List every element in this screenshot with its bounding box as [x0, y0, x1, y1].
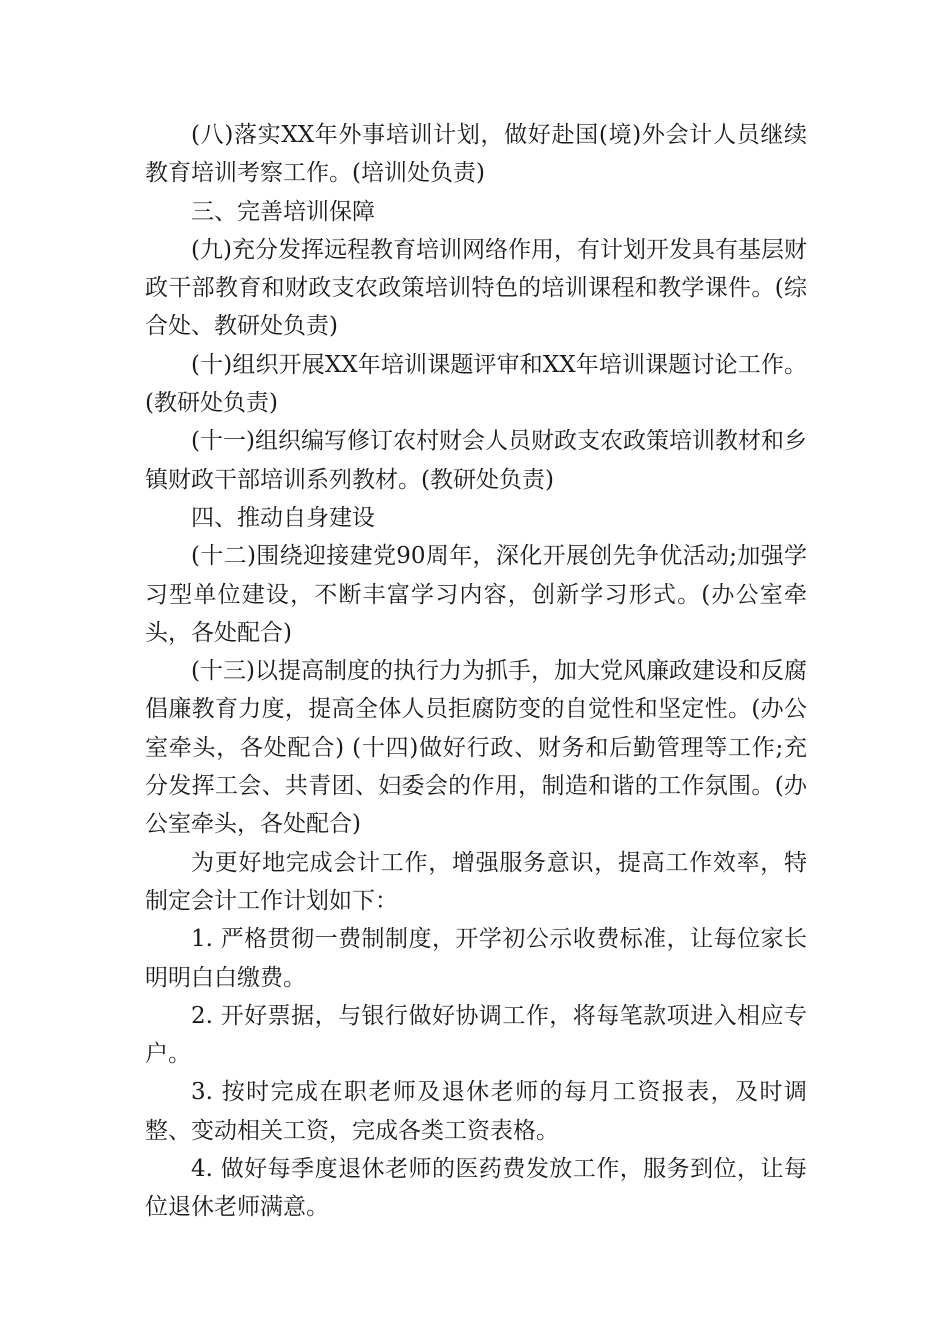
paragraph-item-10: (十)组织开展XX年培训课题评审和XX年培训课题讨论工作。(教研处负责): [145, 351, 807, 417]
paragraph-item-13-14: (十三)以提高制度的执行力为抓手，加大党风廉政建设和反腐倡廉教育力度，提高全体人员拒腐防变的自觉性和坚定性。(办公室牵头，各处配合) (十四)做好行政、财务和后勤管理等工作;充分发挥工会、共青团、妇委会的作用，制造和谐的工作氛围。(办公室牵头，各处配合): [145, 658, 807, 838]
section-heading-3: 三、完善培训保障: [191, 198, 375, 225]
paragraph-item-8: (八)落实XX年外事培训计划，做好赴国(境)外会计人员继续教育培训考察工作。(培训处负责): [145, 122, 807, 187]
list-item-1: 1. 严格贯彻一费制制度，开学初公示收费标准，让每位家长明明白白缴费。: [145, 926, 807, 991]
list-item-2: 2. 开好票据，与银行做好协调工作，将每笔款项进入相应专户。: [145, 1002, 807, 1068]
section-heading-4: 四、推动自身建设: [191, 504, 375, 531]
document-body: [145, 116, 807, 1227]
paragraph-item-11: (十一)组织编写修订农村财会人员财政支农政策培训教材和乡镇财政干部培训系列教材。(教研处负责): [145, 428, 807, 493]
paragraph-item-12: (十二)围绕迎接建党90周年，深化开展创先争优活动;加强学习型单位建设，不断丰富学习内容，创新学习形式。(办公室牵头，各处配合): [145, 543, 807, 646]
list-item-3: 3. 按时完成在职老师及退休老师的每月工资报表，及时调整、变动相关工资，完成各类工资表格。: [145, 1079, 807, 1144]
paragraph-item-9: (九)充分发挥远程教育培训网络作用，有计划开发具有基层财政干部教育和财政支农政策培训特色的培训课程和教学课件。(综合处、教研处负责): [145, 236, 807, 340]
list-item-4: 4. 做好每季度退休老师的医药费发放工作，服务到位，让每位退休老师满意。: [145, 1156, 807, 1221]
paragraph-plan-intro: 为更好地完成会计工作，增强服务意识，提高工作效率，特制定会计工作计划如下：: [145, 849, 807, 914]
